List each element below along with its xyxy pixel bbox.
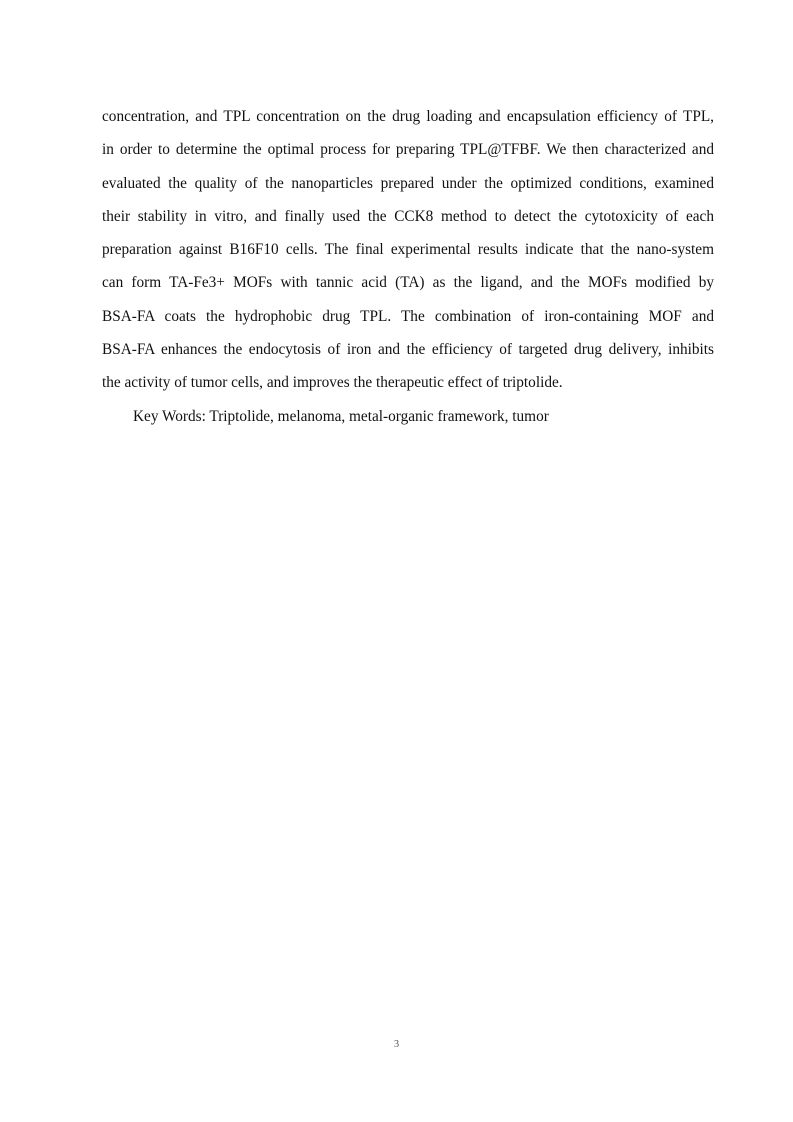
abstract-line: can form TA-Fe3+ MOFs with tannic acid (TA) as the ligand, and the MOFs modified by [102, 274, 714, 292]
abstract-body [102, 106, 714, 439]
keywords: Key Words: Triptolide, melanoma, metal-organic framework, tumor [133, 407, 549, 425]
page-number: 3 [393, 1039, 400, 1050]
abstract-line: preparation against B16F10 cells. The final experimental results indicate that the nano-system [102, 241, 714, 259]
abstract-line: the activity of tumor cells, and improves the therapeutic effect of triptolide. [102, 374, 563, 392]
abstract-line: evaluated the quality of the nanoparticles prepared under the optimized conditions, examined [102, 174, 714, 192]
abstract-line: BSA-FA coats the hydrophobic drug TPL. The combination of iron-containing MOF and [102, 307, 714, 325]
abstract-line: BSA-FA enhances the endocytosis of iron and the efficiency of targeted drug delivery, inhibits [102, 341, 714, 359]
abstract-line: their stability in vitro, and finally used the CCK8 method to detect the cytotoxicity of each [102, 207, 714, 225]
abstract-line: concentration, and TPL concentration on the drug loading and encapsulation efficiency of TPL, [102, 108, 714, 125]
abstract-line: in order to determine the optimal process for preparing TPL@TFBF. We then characterized and [102, 141, 714, 159]
